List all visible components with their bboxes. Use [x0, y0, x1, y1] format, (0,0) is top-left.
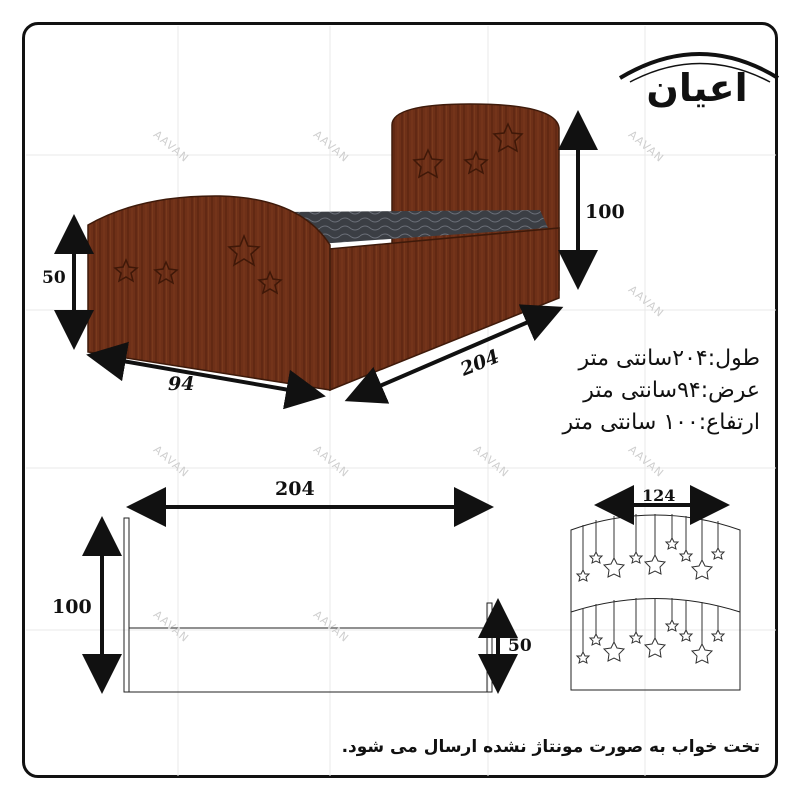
watermark: AAVAN	[625, 282, 667, 321]
watermark: AAVAN	[470, 442, 512, 481]
brand-logo: اعیان	[646, 66, 748, 110]
front-star-strings	[583, 514, 718, 652]
watermark: AAVAN	[310, 442, 352, 481]
watermark: AAVAN	[625, 127, 667, 166]
length-label: 204	[457, 345, 503, 381]
spec-width: عرض:۹۴سانتی متر	[583, 378, 760, 403]
height-foot-label: 50	[42, 268, 66, 288]
spec-length: طول:۲۰۴سانتی متر	[578, 346, 760, 371]
side-dimension-arrows	[102, 507, 498, 686]
side-height-head-label: 100	[52, 596, 92, 618]
side-elevation	[124, 518, 492, 692]
spec-height: ارتفاع:۱۰۰ سانتی متر	[562, 410, 760, 435]
watermark: AAVAN	[150, 127, 192, 166]
side-rail	[318, 228, 559, 390]
side-length-label: 204	[275, 478, 315, 500]
front-width-label: 124	[642, 486, 676, 505]
width-label: 94	[168, 373, 195, 395]
height-head-label: 100	[585, 201, 625, 223]
watermark: AAVAN	[625, 442, 667, 481]
assembly-note: تخت خواب به صورت مونتاژ نشده ارسال می شود.	[341, 737, 760, 757]
watermark: AAVAN	[310, 607, 352, 646]
watermark: AAVAN	[310, 127, 352, 166]
watermark: AAVAN	[150, 607, 192, 646]
side-height-foot-label: 50	[508, 636, 532, 656]
watermark: AAVAN	[150, 442, 192, 481]
